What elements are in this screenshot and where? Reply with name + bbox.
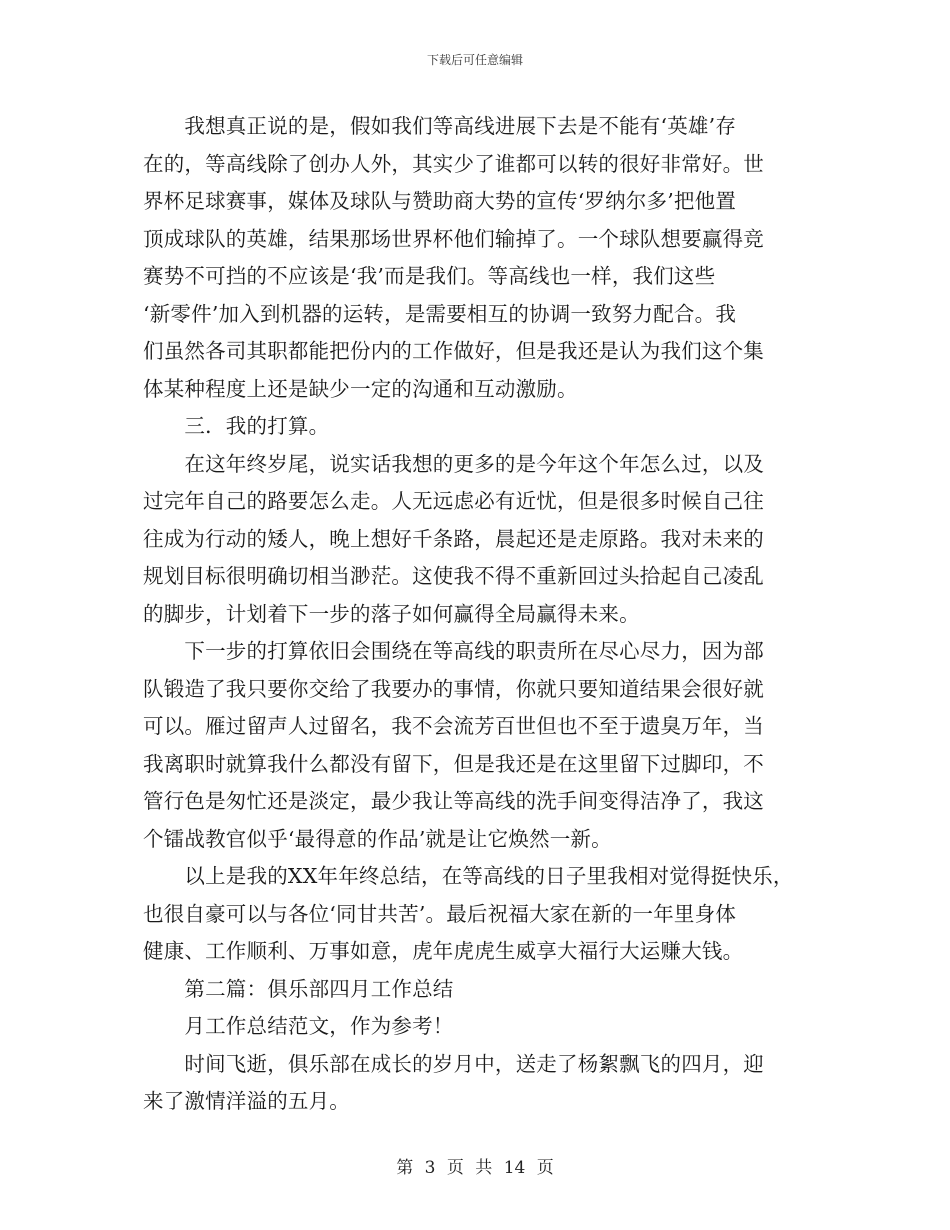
text-line: 也很自豪可以与各位‘同甘共苦’。最后祝福大家在新的一年里身体 — [143, 901, 737, 926]
text-line: 在的，等高线除了创办人外，其实少了谁都可以转的很好非常好。世 — [143, 151, 764, 176]
text-line: 体某种程度上还是缺少一定的沟通和互动激励。 — [143, 376, 578, 401]
page-number: 第 3 页 共 14 页 — [396, 1158, 554, 1178]
text-line: 我离职时就算我什么都没有留下，但是我还是在这里留下过脚印，不 — [143, 751, 764, 776]
text-line: 的脚步，计划着下一步的落子如何赢得全局赢得未来。 — [143, 601, 640, 626]
text-line: 队锻造了我只要你交给了我要办的事情，你就只要知道结果会很好就 — [143, 676, 764, 701]
text-line: 以上是我的XX年年终总结，在等高线的日子里我相对觉得挺快乐， — [143, 864, 794, 888]
text-line: ‘新零件’加入到机器的运转，是需要相互的协调一致努力配合。我 — [143, 301, 737, 326]
text-line: 来了激情洋溢的五月。 — [143, 1089, 350, 1113]
text-line: 界杯足球赛事，媒体及球队与赞助商大势的宣传‘罗纳尔多’把他置 — [143, 189, 737, 213]
text-line: 下一步的打算依旧会围绕在等高线的职责所在尽心尽力，因为部 — [143, 639, 764, 663]
text-line: 我想真正说的是，假如我们等高线进展下去是不能有‘英雄’存 — [143, 114, 737, 138]
text-line: 可以。雁过留声人过留名，我不会流芳百世但也不至于遗臭万年，当 — [143, 714, 764, 738]
text-line: 规划目标很明确切相当渺茫。这使我不得不重新回过头拾起自己凌乱 — [143, 564, 764, 588]
text-line: 时间飞逝，俱乐部在成长的岁月中，送走了杨絮飘飞的四月，迎 — [143, 1051, 764, 1076]
text-line: 管行色是匆忙还是淡定，最少我让等高线的洗手间变得洁净了，我这 — [143, 789, 764, 813]
page-header: 下载后可任意编辑 — [426, 53, 523, 67]
text-line: 个镭战教官似乎‘最得意的作品’就是让它焕然一新。 — [143, 826, 612, 851]
text-line: 健康、工作顺利、万事如意，虎年虎虎生威享大福行大运赚大钱。 — [143, 939, 744, 963]
text-line: 往成为行动的矮人，晚上想好千条路，晨起还是走原路。我对未来的 — [143, 526, 764, 551]
text-line: 赛势不可挡的不应该是‘我’而是我们。等高线也一样，我们这些 — [143, 264, 716, 288]
text-line: 月工作总结范文，作为参考！ — [143, 1014, 454, 1038]
text-line: 在这年终岁尾，说实话我想的更多的是今年这个年怎么过，以及 — [143, 451, 764, 476]
document-body — [143, 108, 823, 1121]
text-line: 过完年自己的路要怎么走。人无远虑必有近忧，但是很多时候自己往 — [143, 489, 764, 513]
text-line: 顶成球队的英雄，结果那场世界杯他们输掉了。一个球队想要赢得竞 — [143, 226, 764, 251]
section-heading: 三．我的打算。 — [143, 414, 330, 438]
text-line: 们虽然各司其职都能把份内的工作做好，但是我还是认为我们这个集 — [143, 339, 764, 363]
section-heading: 第二篇：俱乐部四月工作总结 — [143, 976, 454, 1001]
